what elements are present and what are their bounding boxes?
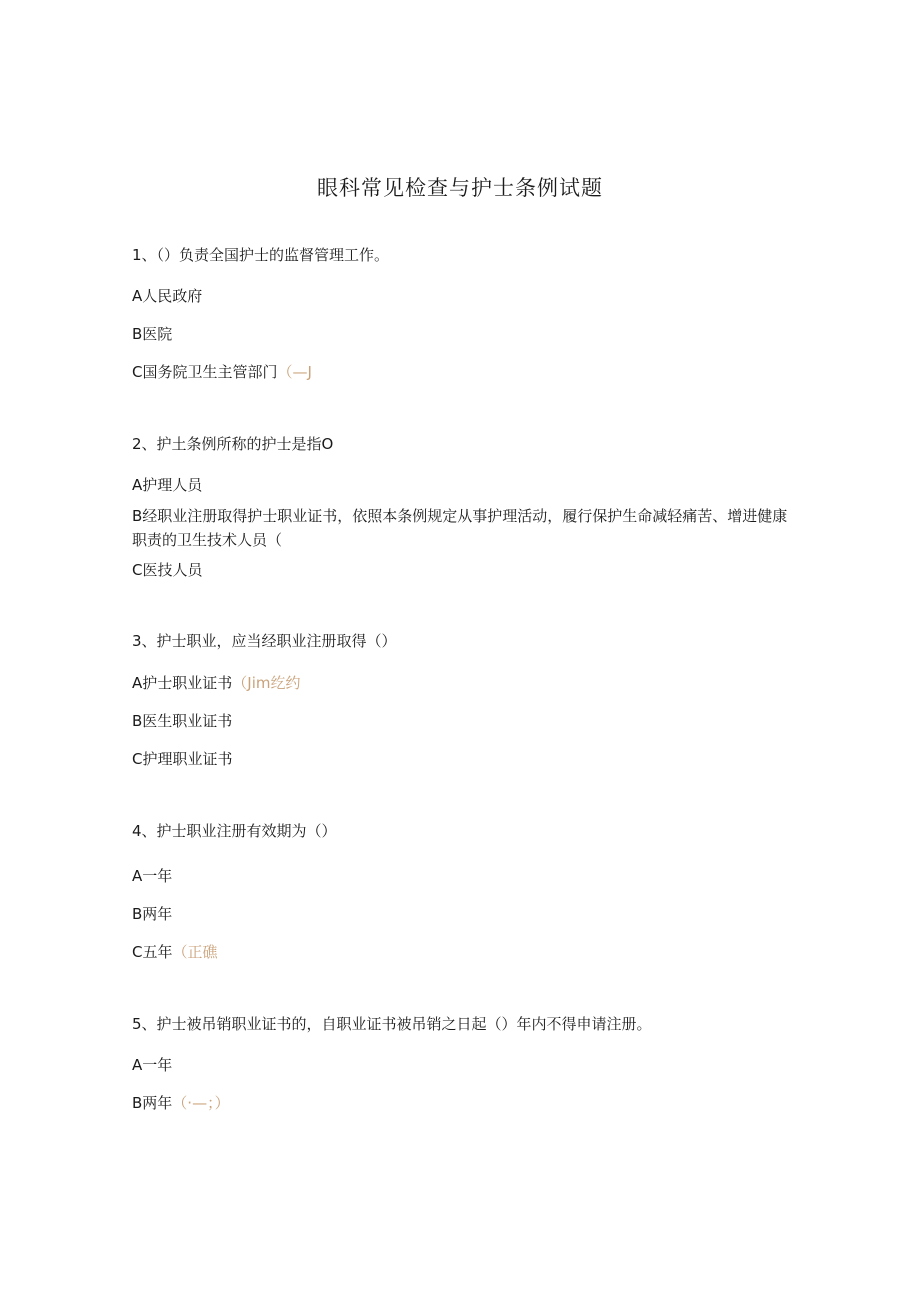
option-text: A护士职业证书	[132, 674, 233, 692]
option-text: B两年	[132, 1094, 173, 1112]
answer-annotation: （—J	[277, 363, 312, 381]
question-4-option-a: A一年	[132, 867, 173, 885]
question-2-option-c: C医技人员	[132, 561, 203, 579]
question-1-stem: 1、（）负责全国护士的监督管理工作。	[132, 246, 390, 264]
answer-annotation: （·—；）	[172, 1094, 230, 1112]
question-4-stem: 4、护士职业注册有效期为（）	[132, 822, 337, 840]
question-1-option-c	[132, 362, 312, 382]
question-1-option-b: B医院	[132, 325, 173, 343]
document-title: 眼科常见检查与护士条例试题	[317, 176, 603, 200]
question-3-stem: 3、护士职业，应当经职业注册取得（）	[132, 632, 397, 650]
question-4-option-c	[132, 942, 218, 962]
question-5-option-b	[132, 1093, 230, 1113]
option-text: C五年	[132, 943, 173, 961]
question-2-option-b: B经职业注册取得护士职业证书，依照本条例规定从事护理活动，履行保护生命减轻痛苦、增进健康职责的卫生技术人员（	[132, 507, 788, 549]
question-2-option-a: A护理人员	[132, 476, 203, 494]
question-3-option-c: C护理职业证书	[132, 750, 233, 768]
answer-annotation: （Jim纥约	[232, 674, 301, 692]
question-3-option-a	[132, 673, 300, 693]
option-text: C国务院卫生主管部门	[132, 363, 278, 381]
question-2-stem: 2、护土条例所称的护士是指O	[132, 435, 334, 453]
question-1-option-a: A人民政府	[132, 287, 203, 305]
answer-annotation: （正礁	[172, 943, 218, 961]
question-5-option-a: A一年	[132, 1056, 173, 1074]
question-3-option-b: B医生职业证书	[132, 712, 233, 730]
question-4-option-b: B两年	[132, 905, 173, 923]
question-5-stem: 5、护士被吊销职业证书的，自职业证书被吊销之日起（）年内不得申请注册。	[132, 1015, 652, 1033]
